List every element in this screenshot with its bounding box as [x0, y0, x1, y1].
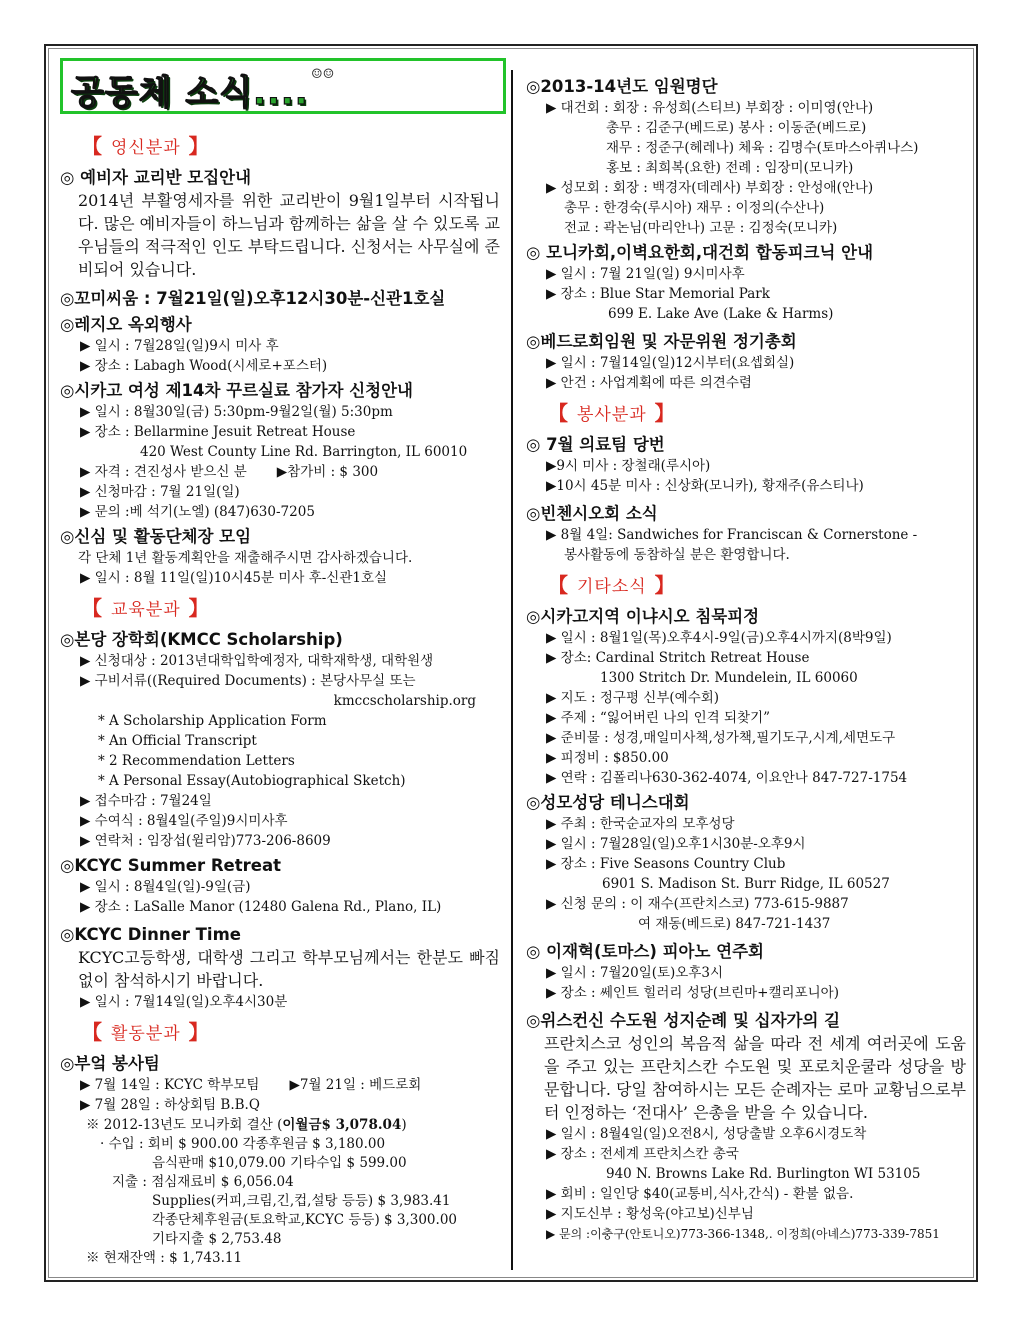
- left-column: [60, 58, 500, 1268]
- masthead-title: 공동체 소식....: [71, 73, 309, 113]
- item-heading: ◎위스컨신 수도원 성지순례 및 십자가의 길: [526, 1011, 841, 1030]
- list-item: ▶ 접수마감 : 7월24일: [80, 793, 212, 809]
- finance-line: · 수입 : 회비 $ 900.00 각종후원금 $ 3,180.00: [100, 1136, 386, 1152]
- list-item: ▶ 신청마감 : 7월 21일(일): [80, 484, 240, 500]
- section-tag-other: 【 기타소식 】: [548, 573, 676, 597]
- list-item: ▶ 장소 : Five Seasons Country Club: [546, 856, 786, 872]
- list-item: ▶ 일시 : 8월1일(목)오후4시-9일(금)오후4시까지(8박9일): [546, 630, 892, 646]
- list-item: ▶ 신청 문의 : 이 재수(프란치스코) 773-615-9887: [546, 896, 849, 912]
- list-item: 총무 : 김준구(베드로) 봉사 : 이동준(베드로): [606, 120, 867, 136]
- list-item: 홍보 : 최희복(요한) 전례 : 임장미(모니카): [606, 160, 854, 176]
- item-heading: ◎베드로회임원 및 자문위원 정기총회: [526, 332, 797, 351]
- list-item: ▶ 수여식 : 8월4일(주일)9시미사후: [80, 813, 288, 829]
- masthead: [60, 58, 506, 114]
- list-item: ▶ 일시 : 7월14일(일)오후4시30분: [80, 994, 288, 1010]
- list-item: kmccscholarship.org: [333, 693, 476, 709]
- list-item: 699 E. Lake Ave (Lake & Harms): [608, 306, 834, 322]
- list-item: ▶ 대건회 : 회장 : 유성희(스티브) 부회장 : 이미영(안나): [546, 100, 874, 116]
- list-item: [60, 1075, 500, 1095]
- list-item: 봉사활동에 동참하실 분은 환영합니다.: [564, 547, 790, 563]
- list-item: ▶ 장소 : 전세계 프란치스칸 총국: [546, 1146, 739, 1162]
- list-item: ▶ 장소 : 쎄인트 힐러리 성당(브린마+캘리포니아): [546, 985, 839, 1001]
- list-item: ▶ 일시 : 7월20일(토)오후3시: [546, 965, 724, 981]
- list-item: ▶ 일시 : 7월 21일(일) 9시미사후: [546, 266, 745, 282]
- item-heading: ◎KCYC Summer Retreat: [60, 856, 281, 875]
- note-lead: ※ 2012-13년도 모니카회 결산 (: [86, 1117, 283, 1133]
- section-tag-service: 【 봉사분과 】: [548, 401, 676, 425]
- list-item: ▶ 문의 :이충구(안토니오)773-366-1348,. 이정희(아녜스)773-339-7851: [546, 1227, 940, 1241]
- list-item: 6901 S. Madison St. Burr Ridge, IL 60527: [602, 876, 890, 892]
- finance-line: 지출 : 점심재료비 $ 6,056.04: [112, 1174, 294, 1190]
- item-heading: ◎본당 장학회(KMCC Scholarship): [60, 630, 343, 649]
- section-tag-activity: 【 활동분과 】: [82, 1020, 210, 1044]
- item-heading: ◎성모성당 테니스대회: [526, 793, 690, 812]
- list-item: ▶ 연락처 : 임장섭(윌리암)773-206-8609: [80, 833, 331, 849]
- item-heading: ◎꼬미씨움 : 7월21일(일)오후12시30분-신관1호실: [60, 289, 446, 308]
- list-item: 여 재동(베드로) 847-721-1437: [638, 916, 831, 932]
- list-item: ▶ 준비물 : 성경,매일미사책,성가책,필기도구,시계,세면도구: [546, 730, 896, 746]
- item-heading: ◎부엌 봉사팀: [60, 1054, 160, 1073]
- note-tail: ): [401, 1117, 407, 1133]
- column-divider: [511, 70, 513, 1270]
- item-heading: ◎신심 및 활동단체장 모임: [60, 527, 252, 546]
- right-column: [526, 72, 966, 1244]
- list-item: ▶ 일시 : 8월 11일(일)10시45분 미사 후-신관1호실: [80, 570, 388, 586]
- paragraph: 2014년 부활영세자를 위한 교리반이 9월1일부터 시작됩니다. 많은 예비자들이 하느님과 함께하는 삶을 살 수 있도록 교우님들의 적극적인 인도 부탁드립니다. 신청서는 사무실에 준비되어 있습니다.: [78, 191, 501, 279]
- list-item-part: ▶ 자격 : 견진성사 받으신 분: [80, 464, 247, 480]
- finance-line: 음식판매 $10,079.00 기타수입 $ 599.00: [152, 1155, 407, 1171]
- list-item: ▶ 장소 : Blue Star Memorial Park: [546, 286, 770, 302]
- list-item: ▶ 주제 : “잃어버린 나의 인격 되찾기”: [546, 710, 771, 726]
- list-item: ▶ 8월 4일: Sandwiches for Franciscan & Cornerstone -: [546, 527, 918, 543]
- finance-line: 각종단체후원금(토요학교,KCYC 등등) $ 3,300.00: [152, 1212, 457, 1228]
- list-item: ▶10시 45분 미사 : 신상화(모니카), 황재주(유스티나): [546, 478, 864, 494]
- list-item: 420 West County Line Rd. Barrington, IL 60010: [140, 444, 468, 460]
- carryover-amount: 이월금$ 3,078.04: [282, 1117, 402, 1133]
- section-tag-label: 교육분과: [110, 600, 181, 620]
- item-heading: ◎레지오 옥외행사: [60, 315, 192, 334]
- list-item: ▶ 성모회 : 회장 : 백경자(데레사) 부회장 : 안성애(안나): [546, 180, 874, 196]
- item-heading: ◎ 이재혁(토마스) 피아노 연주회: [526, 942, 764, 961]
- list-item: ▶ 일시 : 7월28일(일)9시 미사 후: [80, 338, 279, 354]
- item-heading: ◎빈첸시오회 소식: [526, 504, 658, 523]
- section-tag-spiritual: 【 영신분과 】: [82, 134, 210, 158]
- list-item: [60, 462, 500, 482]
- settlement-note: [60, 1115, 500, 1135]
- list-item-part: ▶ 7월 14일 : KCYC 학부모팀: [80, 1077, 260, 1093]
- list-item: ▶ 7월 28일 : 하상회팀 B.B.Q: [80, 1097, 260, 1113]
- item-heading: ◎ 7월 의료팀 당번: [526, 435, 665, 454]
- item-heading: ◎시카고 여성 제14차 꾸르실료 참가자 신청안내: [60, 381, 413, 400]
- list-item: ▶ 일시 : 7월14일(일)12시부터(요셉회실): [546, 355, 795, 371]
- paragraph: 프란치스코 성인의 복음적 삶을 따라 전 세계 여러곳에 도움을 주고 있는 프란치스칸 수도원 및 포로치운쿨라 성당을 방문합니다. 당일 참여하시는 모든 순례자는 로마 교황님으로부터 인정하는 ‘전대사’ 은총을 받을 수 있습니다.: [544, 1034, 967, 1122]
- list-item: ▶ 안건 : 사업계획에 따른 의견수렴: [546, 375, 752, 391]
- list-item: ▶ 일시 : 7월28일(일)오후1시30분-오후9시: [546, 836, 806, 852]
- list-item-part: ▶7월 21일 : 베드로회: [289, 1077, 422, 1093]
- list-item: ▶ 장소 : LaSalle Manor (12480 Galena Rd., Plano, IL): [80, 899, 442, 915]
- list-item: 재무 : 정준구(헤레나) 체육 : 김명수(토마스아퀴나스): [606, 140, 919, 156]
- section-tag-label: 활동분과: [110, 1024, 181, 1044]
- finance-line: 기타지출 $ 2,753.48: [152, 1231, 282, 1247]
- item-heading: ◎시카고지역 이냐시오 침묵피정: [526, 607, 760, 626]
- item-heading: ◎2013-14년도 임원명단: [526, 77, 718, 96]
- section-tag-label: 봉사분과: [576, 405, 647, 425]
- list-item: ▶ 장소: Cardinal Stritch Retreat House: [546, 650, 810, 666]
- finance-line: ※ 현재잔액 : $ 1,743.11: [86, 1250, 243, 1266]
- paragraph: 각 단체 1년 활동계획안을 재출해주시면 감사하겠습니다.: [78, 550, 413, 566]
- section-tag-label: 기타소식: [576, 577, 647, 597]
- paragraph: KCYC고등학생, 대학생 그리고 학부모님께서는 한분도 빠짐없이 참석하시기 바랍니다.: [78, 948, 500, 990]
- list-item: 총무 : 한경숙(루시아) 재무 : 이정의(수산나): [564, 200, 825, 216]
- list-item: ▶ 장소 : Bellarmine Jesuit Retreat House: [80, 424, 356, 440]
- item-heading: ◎ 모니카회,이벽요한회,대건회 합동피크닉 안내: [526, 243, 874, 262]
- list-item: ▶ 회비 : 일인당 $40(교통비,식사,간식) - 환불 없음.: [546, 1186, 854, 1202]
- list-item: ▶ 장소 : Labagh Wood(시세로+포스터): [80, 358, 328, 374]
- list-item: ▶ 문의 :베 석기(노엘) (847)630-7205: [80, 504, 315, 520]
- list-item: * 2 Recommendation Letters: [98, 753, 295, 769]
- list-item: ▶ 신청대상 : 2013년대학입학예정자, 대학재학생, 대학원생: [80, 653, 434, 669]
- list-item: * A Scholarship Application Form: [98, 713, 327, 729]
- list-item: ▶ 주최 : 한국순교자의 모후성당: [546, 816, 735, 832]
- list-item: ▶9시 미사 : 장철래(루시아): [546, 458, 711, 474]
- list-item: ▶ 피정비 : $850.00: [546, 750, 669, 766]
- section-tag-education: 【 교육분과 】: [82, 596, 210, 620]
- list-item: 940 N. Browns Lake Rd. Burlington WI 53105: [606, 1166, 921, 1182]
- list-item: ▶ 지도 : 정구평 신부(예수회): [546, 690, 720, 706]
- list-item: ▶ 일시 : 8월4일(일)-9일(금): [80, 879, 251, 895]
- list-item: ▶ 일시 : 8월30일(금) 5:30pm-9월2일(월) 5:30pm: [80, 404, 393, 420]
- section-tag-label: 영신분과: [110, 138, 181, 158]
- smiley-icon: ☺☺: [311, 67, 335, 82]
- list-item-part: ▶참가비 : $ 300: [276, 464, 379, 480]
- list-item: 전교 : 곽논님(마리안나) 고문 : 김정숙(모니카): [564, 220, 838, 236]
- item-heading: ◎KCYC Dinner Time: [60, 925, 241, 944]
- list-item: ▶ 일시 : 8월4일(일)오전8시, 성당출발 오후6시경도착: [546, 1126, 867, 1142]
- list-item: * A Personal Essay(Autobiographical Sketch): [98, 773, 406, 789]
- list-item: ▶ 지도신부 : 황성욱(야고보)신부님: [546, 1206, 754, 1222]
- list-item: ▶ 구비서류((Required Documents) : 본당사무실 또는: [80, 673, 416, 689]
- list-item: 1300 Stritch Dr. Mundelein, IL 60060: [600, 670, 858, 686]
- finance-line: Supplies(커피,크림,긴,컵,설탕 등등) $ 3,983.41: [152, 1193, 451, 1209]
- list-item: ▶ 연락 : 김폴리나630-362-4074, 이요안나 847-727-1754: [546, 770, 908, 786]
- item-heading: ◎ 예비자 교리반 모집안내: [60, 168, 252, 187]
- list-item: * An Official Transcript: [98, 733, 257, 749]
